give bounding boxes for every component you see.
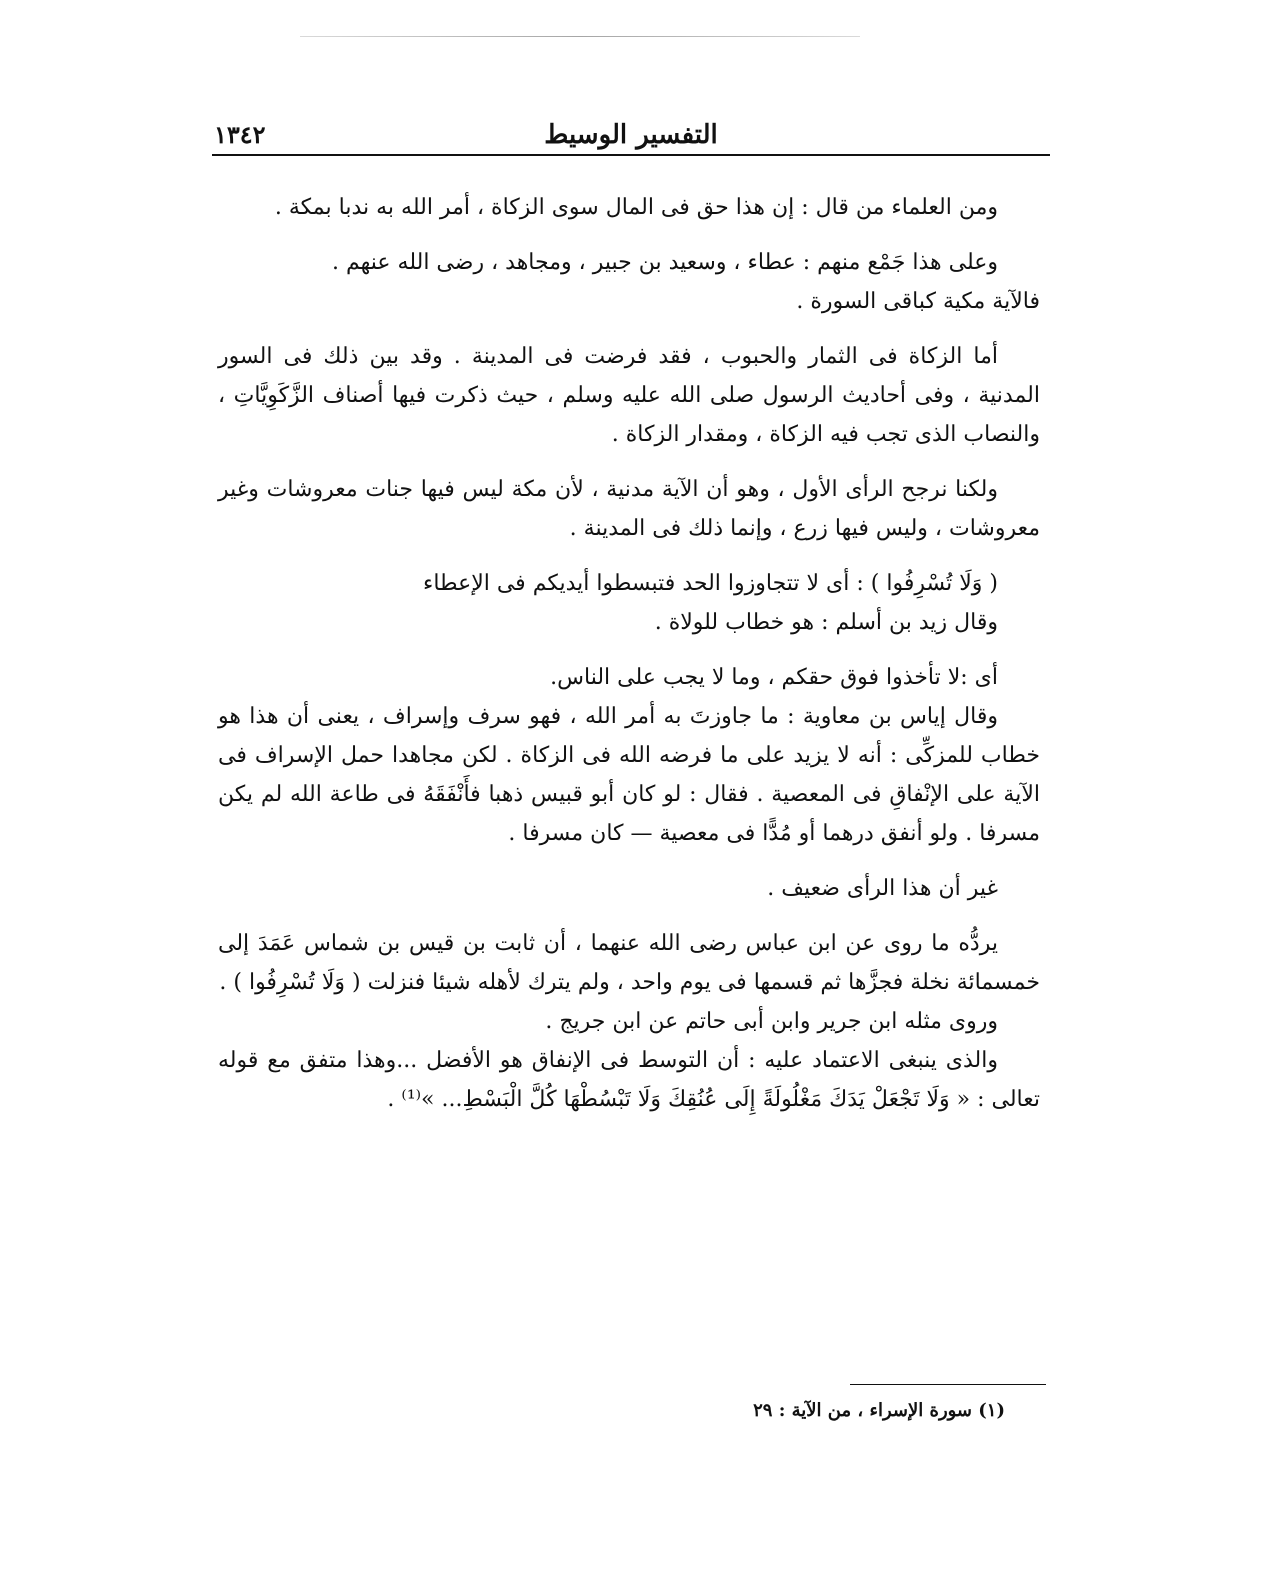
paragraph: أما الزكاة فى الثمار والحبوب ، فقد فرضت فى المدينة . وقد بين ذلك فى السور المدنية ، وفى أحاديث الرسول صلى الله عليه وسلم ، حيث ذكرت فيها أصناف الزَّكَوِيَّاتِ ، والنصاب الذى تجب فيه الزكاة ، ومقدار الزكاة .	[218, 344, 1040, 447]
paragraph: وقال زيد بن أسلم : هو خطاب للولاة .	[654, 610, 998, 635]
paragraph: يردُّه ما روى عن ابن عباس رضى الله عنهما ، أن ثابت بن قيس بن شماس عَمَدَ إلى خمسمائة نخلة فجزَّها ثم قسمها فى يوم واحد ، ولم يترك لأهله شيئا فنزلت ( وَلَا تُسْرِفُوا ) .	[218, 931, 1040, 995]
scan-artifact-line	[300, 36, 860, 37]
paragraph: ( وَلَا تُسْرِفُوا ) : أى لا تتجاوزوا الحد فتبسطوا أيديكم فى الإعطاء	[422, 571, 998, 596]
paragraph: والذى ينبغى الاعتماد عليه : أن التوسط فى الإنفاق هو الأفضل ...وهذا متفق مع قوله تعالى : « وَلَا تَجْعَلْ يَدَكَ مَغْلُولَةً إِلَى عُنُقِكَ وَلَا تَبْسُطْهَا كُلَّ الْبَسْطِ... »⁽¹⁾ .	[218, 1048, 1040, 1112]
paragraph: فالآية مكية كباقى السورة .	[796, 289, 1040, 314]
page-header	[212, 118, 1050, 156]
paragraph: وروى مثله ابن جرير وابن أبى حاتم عن ابن جريج .	[545, 1009, 998, 1034]
page-number: ١٣٤٢	[214, 120, 266, 149]
paragraph: وقال إياس بن معاوية : ما جاوزتَ به أمر الله ، فهو سرف وإسراف ، يعنى أن هذا هو خطاب للمزكِّى : أنه لا يزيد على ما فرضه الله فى الزكاة . لكن مجاهدا حمل الإسراف فى الآية على الإنْفاقِ فى المعصية . فقال : لو كان أبو قبيس ذهبا فأَنْفَقَهُ فى طاعة الله لم يكن مسرفا . ولو أنفق درهما أو مُدًّا فى معصية — كان مسرفا .	[218, 704, 1040, 846]
header-rule	[212, 154, 1050, 156]
body-text	[218, 188, 1040, 1119]
paragraph: غير أن هذا الرأى ضعيف .	[767, 876, 998, 901]
footnote-rule	[850, 1384, 1046, 1385]
running-title: التفسير الوسيط	[544, 120, 718, 150]
paragraph: أى :لا تأخذوا فوق حقكم ، وما لا يجب على الناس.	[550, 665, 998, 690]
paragraph: ولكنا نرجح الرأى الأول ، وهو أن الآية مدنية ، لأن مكة ليس فيها جنات معروشات وغير معروشات ، وليس فيها زرع ، وإنما ذلك فى المدينة .	[218, 477, 1040, 541]
paragraph: ومن العلماء من قال : إن هذا حق فى المال سوى الزكاة ، أمر الله به ندبا بمكة .	[274, 195, 998, 220]
paragraph: وعلى هذا جَمْع منهم : عطاء ، وسعيد بن جبير ، ومجاهد ، رضى الله عنهم .	[332, 250, 998, 275]
footnote: (١) سورة الإسراء ، من الآية : ٢٩	[753, 1400, 1005, 1421]
